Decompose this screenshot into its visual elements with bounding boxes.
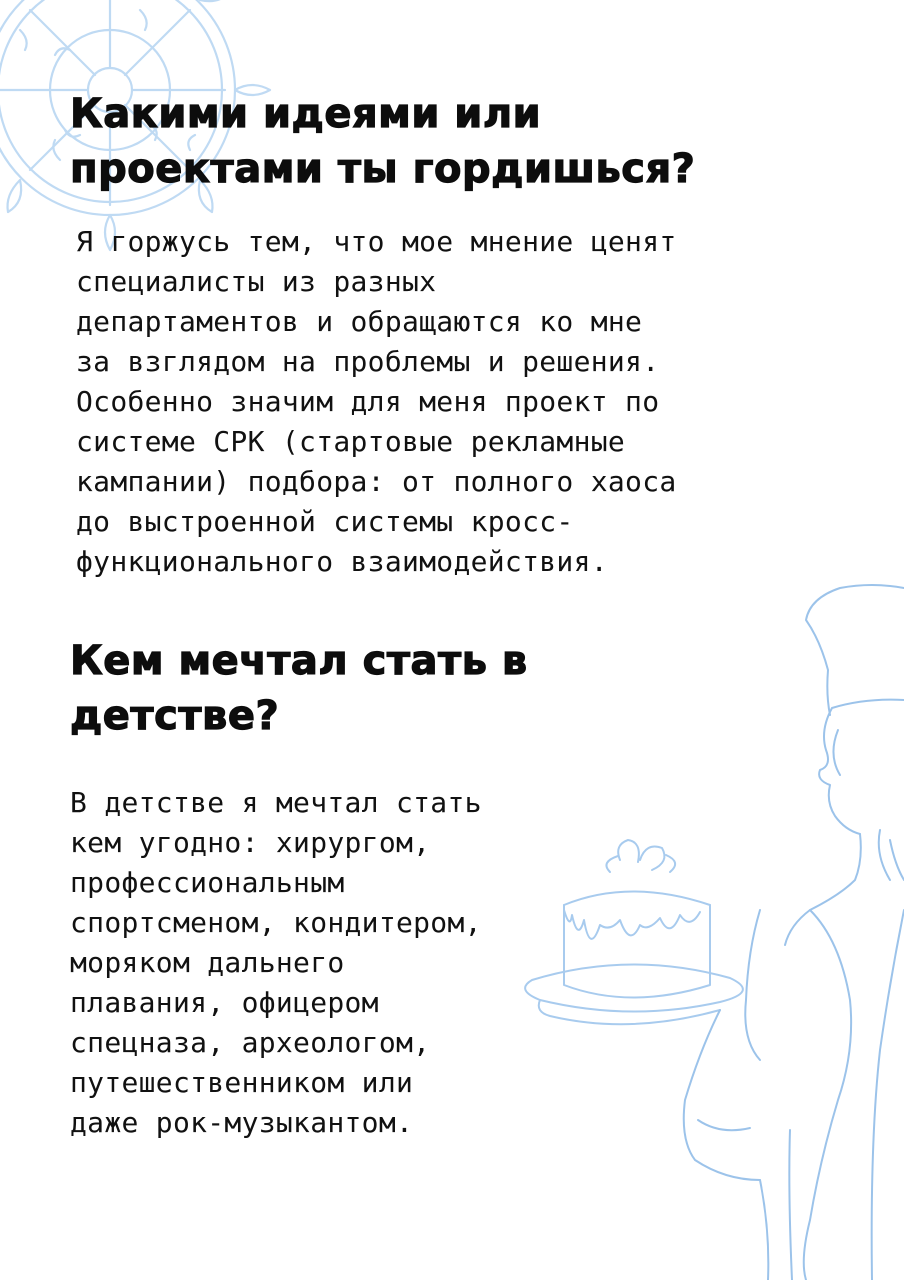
section-2-answer-text: В детстве я мечтал стать кем угодно: хирургом, профессиональным спортсменом, кондитером, моряком дальнего плавания, офицером спецназа, археологом, путешественником или даже рок-музыкантом. [70,786,482,1139]
section-1-answer-text: Я горжусь тем, что мое мнение ценят специалисты из разных департаментов и обращаются ко мне за взглядом на проблемы и решения. Особенно значим для меня проект по системе СРК (стартовые рекламные кампании) подбора: от полного хаоса до выстроенной системы кросс- функционального взаимодействия. [76,225,677,578]
section-1-question-heading: Какими идеями или проектами ты гордишься? [70,91,696,192]
section-2-question-heading: Кем мечтал стать в детстве? [70,638,528,739]
